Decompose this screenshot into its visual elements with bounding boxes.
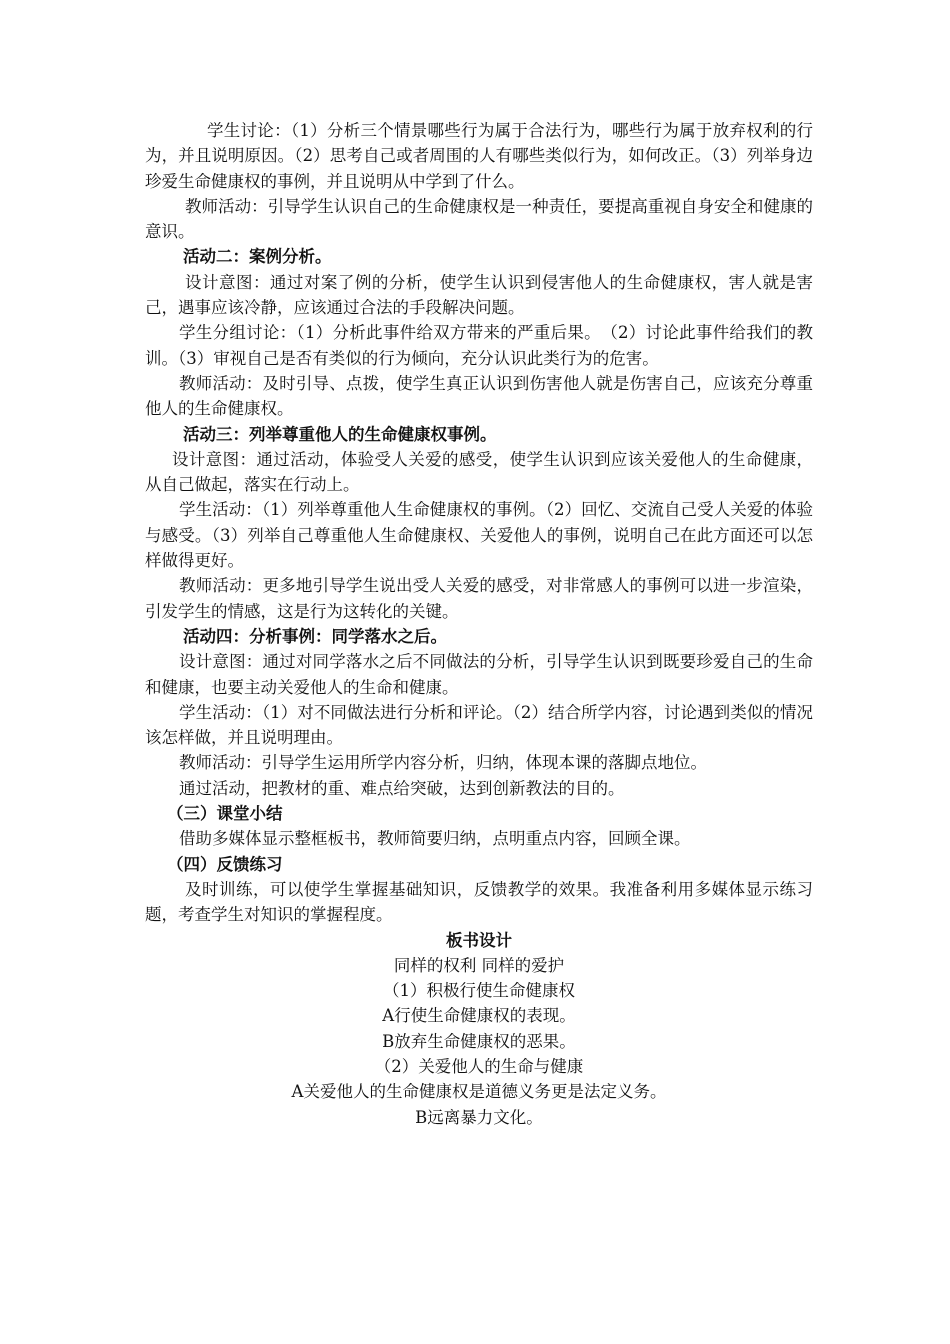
student-activity-paragraph: 学生活动：（1）列举尊重他人生命健康权的事例。（2）回忆、交流自己受人关爱的体验与感受。（3）列举自己尊重他人生命健康权、关爱他人的事例，说明自己在此方面还可以怎样做得更好。	[145, 500, 813, 571]
activity-three-heading: 活动三：列举尊重他人的生命健康权事例。	[183, 424, 497, 444]
document-page	[145, 118, 813, 1130]
class-summary-paragraph: 借助多媒体显示整框板书，教师简要归纳，点明重点内容，回顾全课。	[179, 829, 691, 849]
design-intent-paragraph: 设计意图：通过对案了例的分析，使学生认识到侵害他人的生命健康权，害人就是害己，遇事应该冷静，应该通过合法的手段解决问题。	[145, 272, 813, 318]
design-intent-paragraph: 设计意图：通过对同学落水之后不同做法的分析，引导学生认识到既要珍爱自己的生命和健康，也要主动关爱他人的生命和健康。	[145, 652, 813, 697]
board-line: A关爱他人的生命健康权是道德义务更是法定义务。	[291, 1082, 667, 1102]
student-discussion-paragraph: 学生讨论：（1）分析三个情景哪些行为属于合法行为，哪些行为属于放弃权利的行为，并且说明原因。（2）思考自己或者周围的人有哪些类似行为，如何改正。（3）列举身边珍爱生命健康权的事例，并且说明从中学到了什么。	[145, 121, 813, 191]
summary-paragraph: 通过活动，把教材的重、难点给突破，达到创新教法的目的。	[179, 778, 625, 798]
board-design-title: 板书设计	[446, 930, 512, 950]
board-line: B远离暴力文化。	[415, 1107, 543, 1127]
board-design	[145, 928, 813, 1130]
design-intent-paragraph: 设计意图：通过活动，体验受人关爱的感受，使学生认识到应该关爱他人的生命健康，从自己做起，落实在行动上。	[145, 449, 813, 495]
feedback-practice-heading: （四）反馈练习	[167, 854, 283, 874]
activity-two-heading: 活动二：案例分析。	[183, 247, 332, 267]
teacher-activity-paragraph: 教师活动：引导学生运用所学内容分析，归纳，体现本课的落脚点地位。	[179, 753, 707, 773]
board-line: B放弃生命健康权的恶果。	[382, 1031, 576, 1051]
class-summary-heading: （三）课堂小结	[167, 804, 283, 824]
board-line: 同样的权利 同样的爱护	[393, 955, 565, 975]
group-discussion-paragraph: 学生分组讨论：（1）分析此事件给双方带来的严重后果。 （2）讨论此事件给我们的教训。（3）审视自己是否有类似的行为倾向，充分认识此类行为的危害。	[145, 323, 813, 368]
board-line: （1）积极行使生命健康权	[383, 981, 575, 1001]
activity-four-heading: 活动四：分析事例：同学落水之后。	[183, 626, 447, 646]
feedback-practice-paragraph: 及时训练，可以使学生掌握基础知识，反馈教学的效果。我准备利用多媒体显示练习题，考查学生对知识的掌握程度。	[145, 879, 813, 925]
board-line: A行使生命健康权的表现。	[382, 1006, 576, 1026]
teacher-activity-paragraph: 教师活动：引导学生认识自己的生命健康权是一种责任，要提高重视自身安全和健康的意识。	[145, 196, 813, 242]
teacher-activity-paragraph: 教师活动：更多地引导学生说出受人关爱的感受，对非常感人的事例可以进一步渲染，引发学生的情感，这是行为这转化的关键。	[145, 576, 813, 621]
board-line: （2）关爱他人的生命与健康	[374, 1056, 584, 1076]
teacher-activity-paragraph: 教师活动：及时引导、点拨，使学生真正认识到伤害他人就是伤害自己，应该充分尊重他人的生命健康权。	[145, 373, 813, 419]
student-activity-paragraph: 学生活动：（1）对不同做法进行分析和评论。（2）结合所学内容，讨论遇到类似的情况该怎样做，并且说明理由。	[145, 702, 813, 748]
